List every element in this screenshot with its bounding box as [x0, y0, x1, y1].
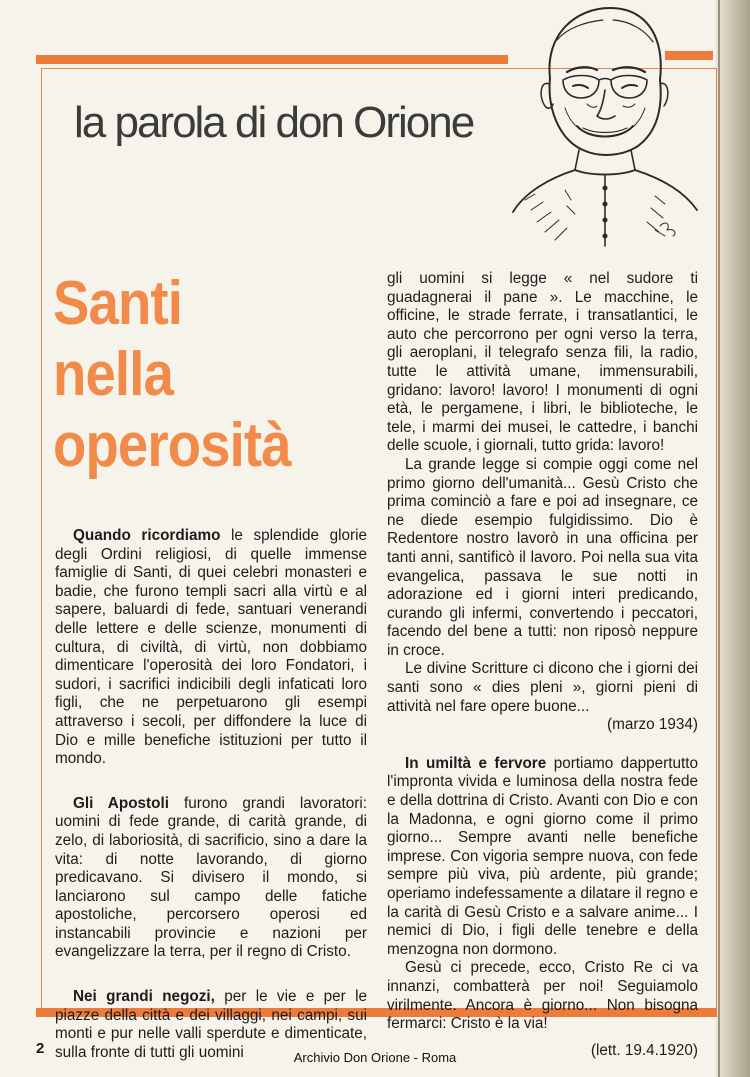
title-line-1: Santi	[53, 269, 183, 338]
lead-in: In umiltà e fervore	[405, 754, 547, 772]
title-line-2: nella	[53, 340, 173, 409]
date-marzo-1934: (marzo 1934)	[607, 716, 698, 734]
paragraph-grande-legge: La grande legge si compie oggi come nel primo giorno dell'umanità... Gesù Cristo che prima cominciò a fare e poi ad insegnare, ce ne diede esempio fulgidissimo. Dio è Redentore nostro lavorò in una officina per tanti anni, santificò il lavoro. Poi nella sua vita evangelica, passava le sue notti in adorazione ed i giorni interi predicando, curando gli infermi, convertendo i peccatori, facendo del bene a tutti: non riposò neppure in croce.	[387, 455, 698, 659]
paragraph-gesu-precede: Gesù ci precede, ecco, Cristo Re ci va innanzi, combatterà per noi! Seguiamolo virilmente. Ancora è giorno... Non bisogna fermarci: Cristo è la via!	[387, 959, 698, 1033]
scan-page-edge	[716, 0, 750, 1077]
lead-in: Nei grandi negozi,	[73, 988, 215, 1006]
date-lettera-1920: (lett. 19.4.1920)	[590, 1041, 698, 1059]
paragraph-negozi: Nei grandi negozi, per le vie e per le piazze della città e dei villaggi, nei campi, sui monti e pur nelle valli sperdute e dimenticate, sulla fronte di tutti gli uomini	[55, 988, 368, 1061]
header-bar-left	[36, 55, 508, 64]
don-orione-portrait-illustration	[505, 0, 705, 250]
paragraph-umilta: In umiltà e fervore portiamo dappertutto l'impronta vivida e luminosa della nostra fede e della dottrina di Cristo. Avanti con Dio e con la Madonna, e ogni giorno come il primo giorno... Sempre avanti nelle benefiche imprese. Con vigoria sempre nuova, con fede sempre più viva, più ardente, più grande; operiamo indefessamente a dilatare il regno e la carità di Gesù Cristo e a salvare anime... I nemici di Dio, i figli delle tenebre e della menzogna non dormono.	[387, 754, 699, 958]
paragraph-lavoro: gli uomini si legge « nel sudore ti guadagnerai il pane ». Le macchine, le officine, le strade ferrate, i transatlantici, le auto che percorrono per ogni verso la terra, gli aeroplani, il telegrafo senza fili, la radio, tutte le attività umane, immensurabili, gridano: lavoro! lavoro! I monumenti di ogni età, le pergamene, i libri, le biblioteche, le tele, i marmi dei musei, le cattedre, i banchi delle scuole, i giornali, tutto grida: lavoro!	[387, 270, 698, 455]
text-column-right	[387, 270, 698, 1060]
scan-edge-line	[718, 0, 720, 1077]
text-column-left	[55, 527, 367, 1062]
title-line-3: operosità	[53, 411, 291, 480]
lead-in: Gli Apostoli	[73, 794, 169, 812]
lead-in: Quando ricordiamo	[73, 527, 221, 544]
paragraph-scritture: Le divine Scritture ci dicono che i giorni dei santi sono « dies pleni », giorni pieni di attività nel fare opere buone...	[387, 660, 698, 715]
column-title: la parola di don Orione	[74, 98, 474, 147]
article-title	[53, 268, 291, 481]
paragraph-ricordiamo: Quando ricordiamo le splendide glorie degli Ordini religiosi, di quelle immense famiglie di Santi, di quei celebri monasteri e badie, che furono templi sacri alla virtù e al sapere, baluardi di fede, santuari venerandi delle lettere e delle scienze, monumenti di cultura, di civiltà, di virtù, non dobbiamo dimenticare l'operosità dei loro Fondatori, i sudori, i sacrifici indicibili degli infaticati loro figli, che ne perpetuarono gli esempi attraverso i secoli, per diffondere la luce di Dio e mille benefiche istituzioni per tutto il mondo.	[55, 527, 367, 768]
page-number: 2	[36, 1040, 45, 1057]
archive-footer: Archivio Don Orione - Roma	[293, 1050, 457, 1065]
paragraph-apostoli: Gli Apostoli furono grandi lavoratori: uomini di fede grande, di carità grande, di zelo, di laboriosità, di sacrificio, sino a dare la vita: di notte lavorando, di giorno predicavano. Si divisero il mondo, si lanciarono sul campo delle fatiche apostoliche, percorsero operosi ed instancabili provincie e nazioni per evangelizzare la terra, per il regno di Cristo.	[55, 794, 368, 961]
